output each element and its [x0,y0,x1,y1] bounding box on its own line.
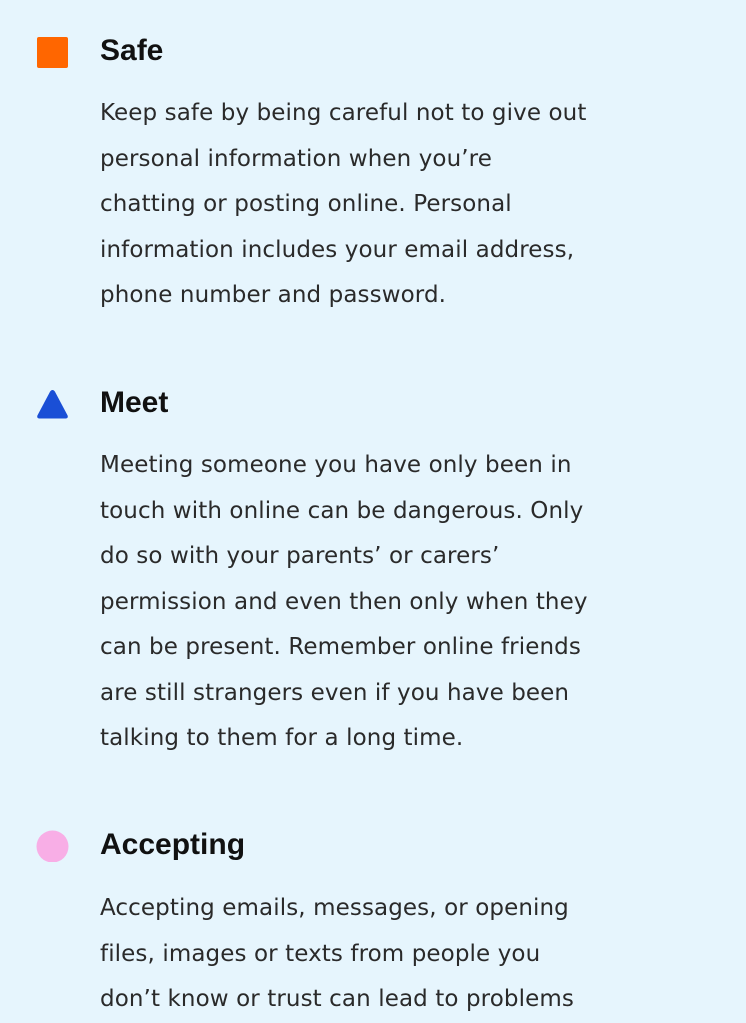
section-body-safe [100,91,620,319]
section-body-accepting [100,886,620,1023]
orange-square-icon [36,36,69,68]
section-title-meet: Meet [100,386,169,419]
body-line: are still strangers even if you have been [100,679,570,706]
body-line: phone number and password. [100,282,447,308]
body-line: can be present. Remember online friends [100,634,581,660]
section-title-accepting: Accepting [100,828,246,861]
body-line: personal information when you’re [100,145,492,172]
body-line: don’t know or trust can lead to problems [100,986,574,1012]
pink-circle-icon [36,830,69,862]
body-line: files, images or texts from people you [100,940,541,967]
body-line: do so with your parents’ or carers’ [100,543,500,569]
blue-triangle-icon [36,388,69,420]
body-line: chatting or posting online. Personal [100,191,512,217]
body-line: talking to them for a long time. [100,725,464,751]
body-line: Meeting someone you have only been in [100,452,572,478]
body-line: touch with online can be dangerous. Only [100,497,584,524]
body-line: Keep safe by being careful not to give out [100,100,587,126]
body-line: Accepting emails, messages, or opening [100,895,569,921]
body-line: permission and even then only when they [100,588,588,615]
section-body-meet [100,443,620,762]
section-title-safe: Safe [100,34,164,67]
body-line: information includes your email address, [100,236,575,263]
